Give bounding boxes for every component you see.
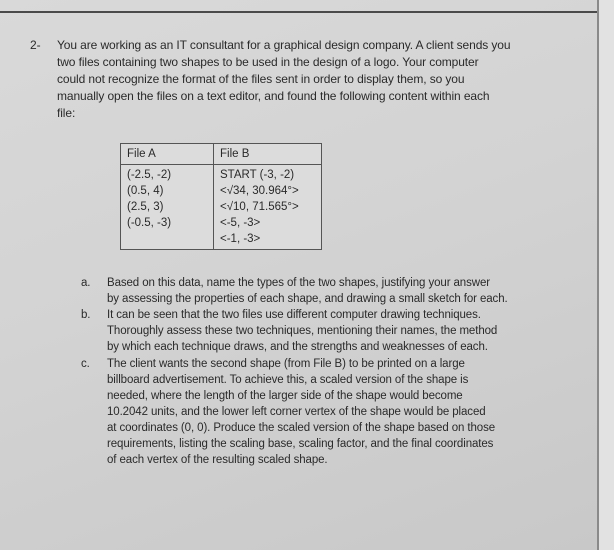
part-line: Thoroughly assess these two techniques, mentioning their names, the method (107, 325, 498, 337)
file-a-point: (-2.5, -2) (127, 169, 172, 181)
part-line: 10.2042 units, and the lower left corner vertex of the shape would be placed (107, 406, 486, 418)
file-b-entry: <√34, 30.964°> (220, 185, 299, 197)
intro-line: You are working as an IT consultant for a graphical design company. A client sends you (57, 38, 511, 52)
header-file-a: File A (121, 144, 214, 165)
file-a-cell (121, 165, 214, 250)
part-label: a. (81, 277, 91, 289)
question-number: 2- (30, 38, 41, 52)
part-line: The client wants the second shape (from File B) to be printed on a large (107, 358, 465, 370)
file-a-point: (0.5, 4) (127, 185, 164, 197)
part-line: of each vertex of the resulting scaled shape. (107, 454, 328, 466)
part-line: Based on this data, name the types of the two shapes, justifying your answer (107, 277, 490, 289)
part-line: needed, where the length of the larger side of the shape would become (107, 390, 463, 402)
file-a-point: (2.5, 3) (127, 201, 164, 213)
file-b-cell (214, 165, 322, 250)
intro-line: file: (57, 106, 76, 120)
part-label: b. (81, 309, 91, 321)
part-line: by which each technique draws, and the strengths and weaknesses of each. (107, 341, 488, 353)
part-line: requirements, listing the scaling base, scaling factor, and the final coordinates (107, 438, 494, 450)
file-b-entry: <-1, -3> (220, 233, 261, 245)
intro-line: could not recognize the format of the files sent in order to display them, so you (57, 72, 465, 86)
intro-line: manually open the files on a text editor, and found the following content within each (57, 89, 490, 103)
file-a-point: (-0.5, -3) (127, 217, 172, 229)
page-border-top (0, 11, 600, 13)
part-line: at coordinates (0, 0). Produce the scaled version of the shape based on those (107, 422, 496, 434)
file-b-entry: <√10, 71.565°> (220, 201, 299, 213)
part-line: billboard advertisement. To achieve this, a scaled version of the shape is (107, 374, 469, 386)
file-b-entry: START (-3, -2) (220, 169, 295, 181)
file-b-entry: <-5, -3> (220, 217, 261, 229)
part-line: It can be seen that the two files use different computer drawing techniques. (107, 309, 481, 321)
intro-line: two files containing two shapes to be used in the design of a logo. Your computer (57, 55, 479, 69)
header-file-b: File B (214, 144, 322, 165)
page-margin (599, 0, 614, 550)
file-contents-table (120, 143, 322, 250)
part-line: by assessing the properties of each shape, and drawing a small sketch for each. (107, 293, 508, 305)
part-label: c. (81, 358, 90, 370)
